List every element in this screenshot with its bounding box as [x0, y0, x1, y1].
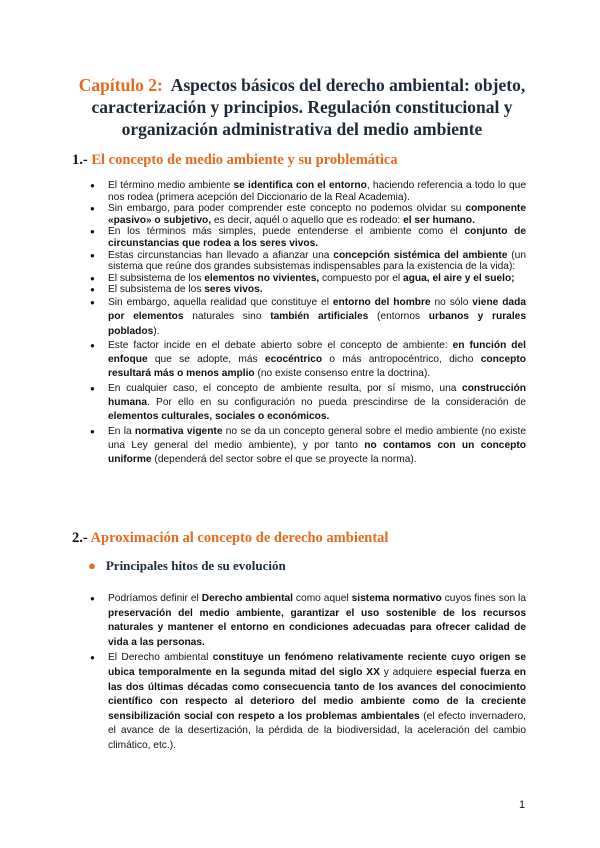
- section-2-subheading: ● Principales hitos de su evolución: [88, 558, 286, 573]
- list-item: ● Este factor incide en el debate abierto sobre el concepto de ambiente: en función del enfoque que se adopte, más ecocéntrico o más antropocéntrico, dicho concepto resultará más o menos amplio (no existe consenso entre la doctrina).: [90, 339, 526, 382]
- section-2-heading: [72, 530, 388, 547]
- section-2-number: 2.-: [72, 530, 88, 546]
- list-item: ● El Derecho ambiental constituye un fenómeno relativamente reciente cuyo origen se ubica temporalmente en la segunda mitad del siglo XX y adquiere especial fuerza en las dos últimas décadas como consecuencia tanto de los avances del conocimiento científico con respecto al deterioro del medio ambiente como de la creciente sensibilización social con respeto a los problemas ambientales (el efecto invernadero, el avance de la desertización, la pérdida de la biodiversidad, la aceleración del cambio climático, etc.).: [90, 651, 526, 753]
- list-item: ● El término medio ambiente se identifica con el entorno, haciendo referencia a todo lo que nos rodea (primera acepción del Diccionario de la Real Academia).: [90, 180, 526, 203]
- section-2-list: [90, 592, 526, 755]
- chapter-label: Capítulo 2:: [78, 75, 163, 95]
- list-item: ● En cualquier caso, el concepto de ambiente resulta, por sí mismo, una construcción humana. Por ello en su configuración no pueda prescindirse de la consideración de elementos culturales, sociales o económicos.: [90, 382, 526, 425]
- section-1-title: El concepto de medio ambiente y su problemática: [91, 152, 398, 168]
- chapter-title: [60, 74, 544, 140]
- list-item: ● Podríamos definir el Derecho ambiental como aquel sistema normativo cuyos fines son la preservación del medio ambiente, garantizar el uso sostenible de los recursos naturales y mantener el entorno en condiciones adecuadas para ofrecer calidad de vida a las personas.: [90, 592, 526, 650]
- list-item: ● En los términos más simples, puede entenderse el ambiente como el conjunto de circunstancias que rodea a los seres vivos.: [90, 226, 526, 249]
- page-number: 1: [519, 799, 526, 811]
- list-item: ● En la normativa vigente no se da un concepto general sobre el medio ambiente (no existe una Ley general del medio ambiente), y por tanto no contamos con un concepto uniforme (dependerá del sector sobre el que se proyecte la norma).: [90, 425, 526, 468]
- section-1-number: 1.-: [72, 152, 88, 168]
- list-item: ● Estas circunstancias han llevado a afianzar una concepción sistémica del ambiente (un sistema que reúne dos grandes subsistemas indispensables para la existencia de la vida):: [90, 250, 526, 273]
- list-item: ● Sin embargo, para poder comprender este concepto no podemos olvidar su componente «pasivo» o subjetivo, es decir, aquél o aquello que es rodeado: el ser humano.: [90, 203, 526, 226]
- list-item: ● Sin embargo, aquella realidad que constituye el entorno del hombre no sólo viene dada por elementos naturales sino también artificiales (entornos urbanos y rurales poblados).: [90, 296, 526, 339]
- section-2-title: Aproximación al concepto de derecho ambiental: [90, 530, 389, 546]
- bullet-icon: ●: [88, 558, 96, 573]
- section-1-heading: [72, 152, 398, 169]
- chapter-title-text: Aspectos básicos del derecho ambiental: objeto, caracterización y principios. Regulación constitucional y organización administrativa del medio ambiente: [91, 75, 526, 139]
- list-item: ● El subsistema de los elementos no vivientes, compuesto por el agua, el aire y el suelo;: [90, 273, 526, 285]
- section-1-list: [90, 180, 526, 468]
- list-item: ● El subsistema de los seres vivos.: [90, 284, 526, 296]
